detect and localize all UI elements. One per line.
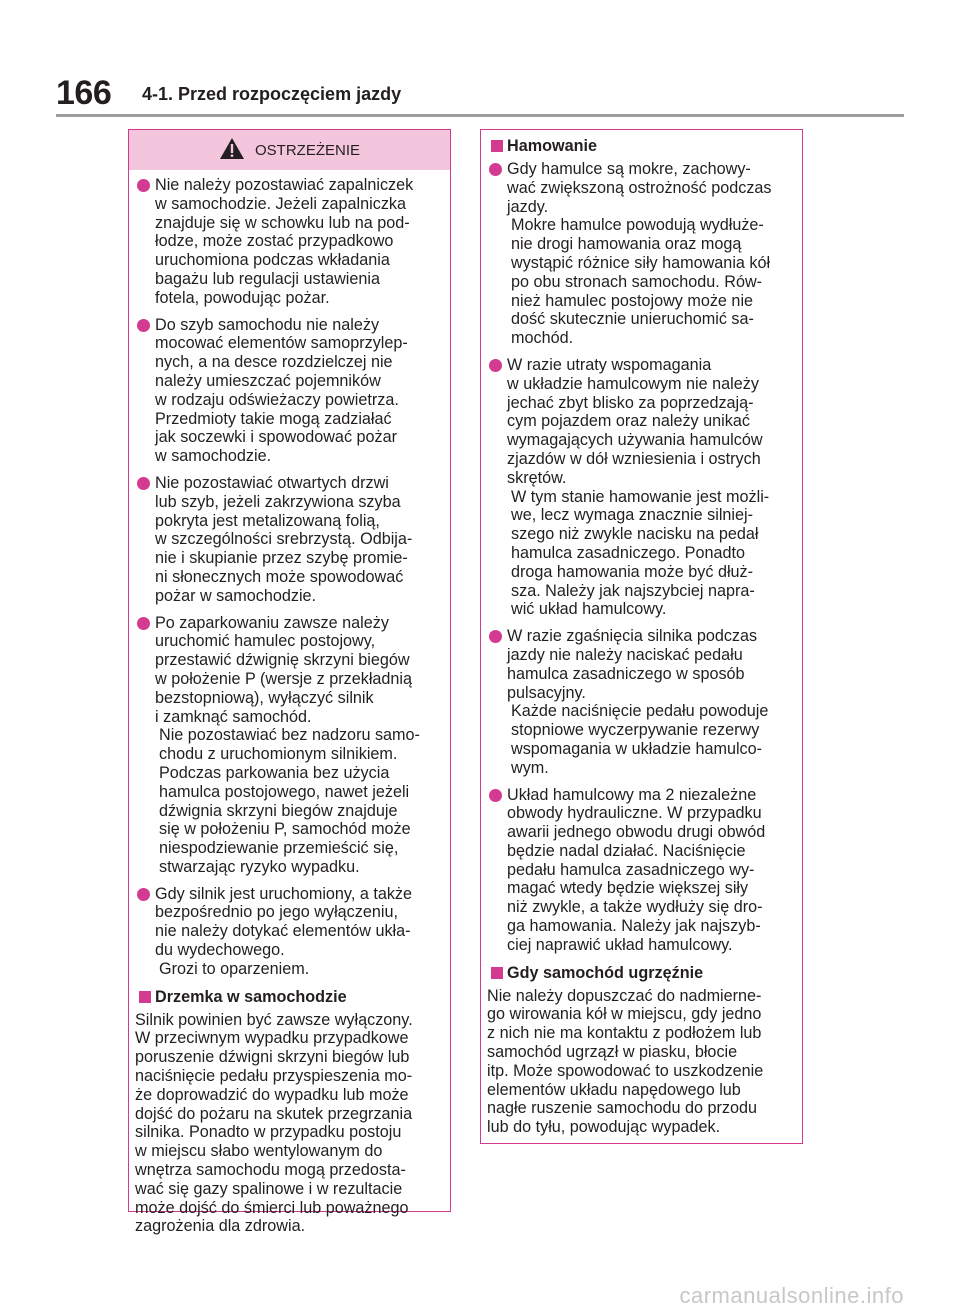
item-text: Układ hamulcowy ma 2 niezależne obwody hydrauliczne. W przypadku awarii jednego obwodu drugi obwód będzie nadal działać. Naciśnięcie pedału hamulca zasadniczego wy- magać wtedy będzie większej siły niż zwykle, a także wydłuży się dro- ga hamowania. Należy jak najszyb- ciej naprawić układ hamulcowy. <box>507 785 766 954</box>
bullet-icon <box>489 789 502 802</box>
drowsy-text: Silnik powinien być zawsze wyłączony. W przeciwnym wypadku przypadkowe poruszenie dźwigni skrzyni biegów lub naciśnięcie pedału przyspieszenia mo- że doprowadzić do wypadku lub może dojść do pożaru na skutek przegrzania silnika. Ponadto w przypadku postoju w miejscu słabo wentylowanym do wnętrza samochodu mogą przedosta- wać się gazy spalinowe i w rezultacie może dojść do śmierci lub poważnego zagrożenia dla zdrowia. <box>135 1010 413 1236</box>
item-note: Nie pozostawiać bez nadzoru samo- chodu z uruchomionym silnikiem. Podczas parkowania bez użycia hamulca postojowego, nawet jeżeli dźwignia skrzyni biegów znajduje się w położeniu P, samochód może niespodziewanie przemieścić się, stwarzając ryzyko wypadku. <box>159 726 420 876</box>
item-note: W tym stanie hamowanie jest możli- we, lecz wymaga znacznie silniej- szego niż zwykle nacisku na pedał hamulca zasadniczego. Ponadto droga hamowania może być dłuż- sza. Należy jak najszybciej napra- wić układ hamulcowy. <box>511 487 770 619</box>
warning-item-open-windows <box>129 474 450 606</box>
warning-item-parking <box>129 614 450 877</box>
drowsy-heading-text: Drzemka w samochodzie <box>155 987 347 1006</box>
bullet-icon <box>137 477 150 490</box>
item-note: Mokre hamulce powodują wydłuże- nie drogi hamowania oraz mogą wystąpić różnice siły hamowania kół po obu stronach samochodu. Rów- nież hamulec postojowy może nie dość skutecznie unieruchomić sa- mochód. <box>511 216 771 348</box>
stuck-text: Nie należy dopuszczać do nadmierne- go wirowania kół w miejscu, gdy jedno z nich nie ma kontaktu z podłożem lub samochód ugrzązł w piasku, błocie itp. Może spowodować to uszkodzenie elementów układu napędowego lub nagłe ruszenie samochodu do przodu lub do tyłu, powodując wypadek. <box>487 986 764 1137</box>
braking-heading-text: Hamowanie <box>507 137 597 155</box>
bullet-icon <box>489 163 502 176</box>
warning-header <box>129 130 450 170</box>
footer-watermark: carmanualsonline.info <box>679 1283 904 1308</box>
warning-item-lighters <box>129 176 450 308</box>
braking-item-dual-circuit <box>481 786 802 955</box>
item-text: Gdy hamulce są mokre, zachowy- wać zwiększoną ostrożność podczas jazdy. <box>507 160 772 216</box>
warning-box <box>128 129 451 1236</box>
bullet-icon <box>489 630 502 643</box>
item-text: Nie należy pozostawiać zapalniczek w samochodzie. Jeżeli zapalniczka znajduje się w schowku lub na pod- łodze, może zostać przypadkowo uruchomiona podczas wkładania bagażu lub regulacji ustawienia fotela, powodując pożar. <box>155 176 414 307</box>
stuck-heading-text: Gdy samochód ugrzęźnie <box>507 963 704 982</box>
item-text: Nie pozostawiać otwartych drzwi lub szyb, jeżeli zakrzywiona szyba pokryta jest metalizowaną folią, w szczególności srebrzystą. Odbija- nie i skupianie przez szybę promie- ni słonecznych może spowodować pożar w samochodzie. <box>155 473 413 605</box>
square-bullet-icon <box>139 991 151 1003</box>
braking-item-assist-loss <box>481 356 802 619</box>
item-text: Po zaparkowaniu zawsze należy uruchomić hamulec postojowy, przestawić dźwignię skrzyni biegów w położenie P (wersje z przekładnią bezstopniową), wyłączyć silnik i zamknąć samochód. <box>155 613 413 726</box>
warning-item-exhaust <box>129 885 450 979</box>
bullet-icon <box>489 359 502 372</box>
bullet-icon <box>137 179 150 192</box>
braking-item-wet <box>481 160 802 348</box>
warning-body <box>129 170 450 1236</box>
item-note: Grozi to oparzeniem. <box>159 959 310 978</box>
item-text: Gdy silnik jest uruchomiony, a także bezpośrednio po jego wyłączeniu, nie należy dotykać elementów ukła- du wydechowego. <box>155 884 413 960</box>
section-title: 4-1. Przed rozpoczęciem jazdy <box>142 84 402 104</box>
braking-box <box>480 129 803 1144</box>
item-text: Do szyb samochodu nie należy mocować elementów samoprzylep- nych, a na desce rozdzielczej nie należy umieszczać pojemników w rodzaju odświeżaczy powietrza. Przedmioty takie mogą zadziałać jak soczewki i spowodować pożar w samochodzie. <box>155 315 408 466</box>
bullet-icon <box>137 319 150 332</box>
square-bullet-icon <box>491 967 503 979</box>
braking-item-engine-stall <box>481 627 802 777</box>
square-bullet-icon <box>491 140 503 152</box>
warning-title: OSTRZEŻENIE <box>254 141 360 159</box>
item-note: Każde naciśnięcie pedału powoduje stopniowe wyczerpywanie rezerwy wspomagania w układzie hamulco- wym. <box>511 702 769 777</box>
bullet-icon <box>137 888 150 901</box>
header-rule <box>56 114 904 117</box>
item-text: W razie utraty wspomagania w układzie hamulcowym nie należy jechać zbyt blisko za poprzedzają- cym pojazdem oraz należy unikać wymagających używania hamulców zjazdów w dół wzniesienia i ostrych skrętów. <box>507 355 763 487</box>
warning-item-adhesive-objects <box>129 316 450 466</box>
warning-triangle-icon <box>219 137 245 164</box>
page-number: 166 <box>56 74 112 112</box>
braking-heading <box>481 136 802 156</box>
drowsy-heading <box>129 987 450 1007</box>
bullet-icon <box>137 617 150 630</box>
stuck-heading <box>481 963 802 983</box>
item-text: W razie zgaśnięcia silnika podczas jazdy nie należy naciskać pedału hamulca zasadniczego w sposób pulsacyjny. <box>507 627 758 702</box>
